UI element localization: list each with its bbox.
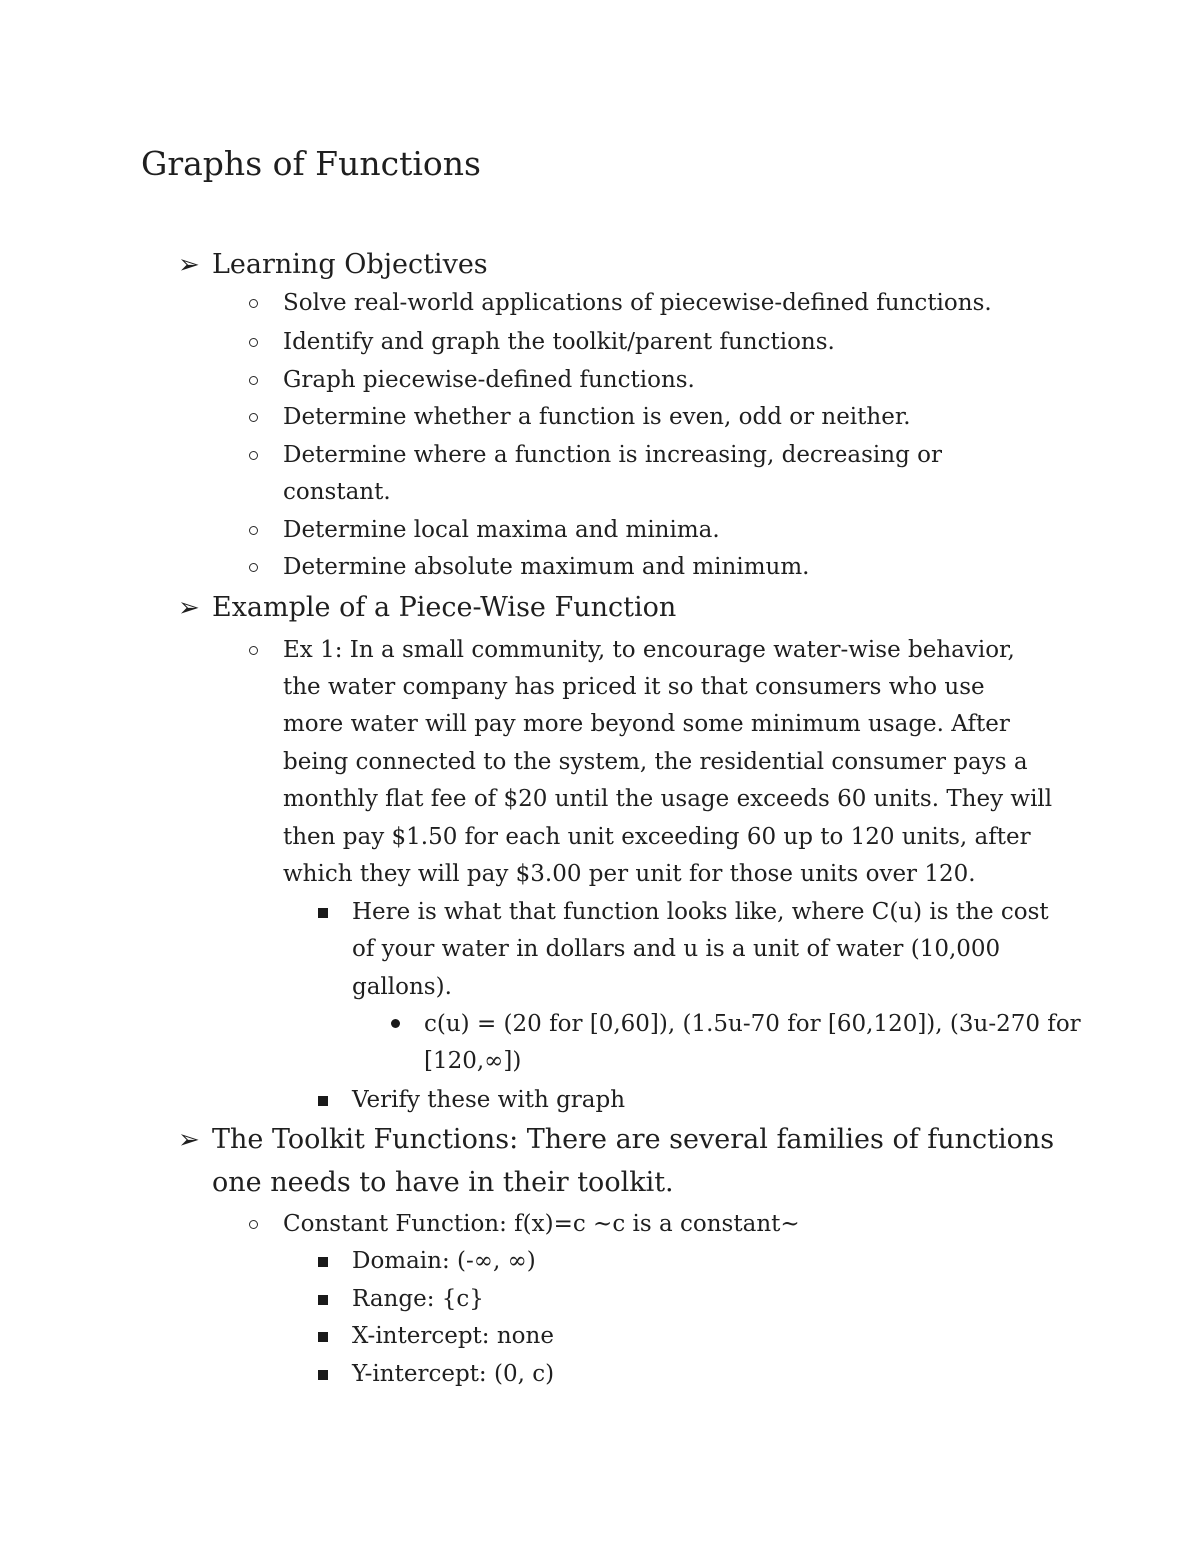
- square-bullet-icon: [318, 908, 328, 918]
- objective-item: Solve real-world applications of piecewise-defined functions.: [283, 290, 992, 316]
- property-range: Range: {c}: [352, 1286, 484, 1312]
- example-text-line: then pay $1.50 for each unit exceeding 60 up to 120 units, after: [283, 824, 1031, 850]
- example-text-line: which they will pay $3.00 per unit for those units over 120.: [283, 861, 976, 887]
- objective-item: Identify and graph the toolkit/parent functions.: [283, 329, 835, 355]
- constant-function-item: Constant Function: f(x)=c ~c is a constant~: [283, 1211, 800, 1237]
- section-heading-toolkit-functions: The Toolkit Functions: There are several families of functions: [212, 1124, 1055, 1155]
- objective-item-continuation: constant.: [283, 479, 391, 505]
- property-y-intercept: Y-intercept: (0, c): [352, 1361, 555, 1387]
- square-bullet-icon: [318, 1257, 328, 1267]
- circle-bullet-icon: [249, 338, 258, 347]
- square-bullet-icon: [318, 1295, 328, 1305]
- circle-bullet-icon: [249, 376, 258, 385]
- example-text-line: more water will pay more beyond some minimum usage. After: [283, 711, 1010, 737]
- arrow-bullet-icon: ➢: [178, 250, 200, 280]
- circle-bullet-icon: [249, 299, 258, 308]
- objective-item: Determine where a function is increasing, decreasing or: [283, 442, 942, 468]
- page-title: Graphs of Functions: [141, 144, 481, 183]
- circle-bullet-icon: [249, 413, 258, 422]
- objective-item: Graph piecewise-defined functions.: [283, 367, 695, 393]
- circle-bullet-icon: [249, 451, 258, 460]
- formula-line: c(u) = (20 for [0,60]), (1.5u-70 for [60,120]), (3u-270 for: [424, 1011, 1081, 1037]
- arrow-bullet-icon: ➢: [178, 593, 200, 623]
- objective-item: Determine local maxima and minima.: [283, 517, 720, 543]
- property-x-intercept: X-intercept: none: [352, 1323, 554, 1349]
- note-text-line: gallons).: [352, 974, 452, 1000]
- arrow-bullet-icon: ➢: [178, 1125, 200, 1155]
- circle-bullet-icon: [249, 563, 258, 572]
- section-heading-toolkit-functions-continuation: one needs to have in their toolkit.: [212, 1167, 674, 1198]
- objective-item: Determine whether a function is even, odd or neither.: [283, 404, 911, 430]
- objective-item: Determine absolute maximum and minimum.: [283, 554, 810, 580]
- circle-bullet-icon: [249, 646, 258, 655]
- example-text-line: the water company has priced it so that consumers who use: [283, 674, 985, 700]
- square-bullet-icon: [318, 1332, 328, 1342]
- section-heading-learning-objectives: Learning Objectives: [212, 249, 488, 280]
- circle-bullet-icon: [249, 526, 258, 535]
- example-text-line: being connected to the system, the residential consumer pays a: [283, 749, 1028, 775]
- example-text-line: Ex 1: In a small community, to encourage water-wise behavior,: [283, 637, 1015, 663]
- formula-line: [120,∞]): [424, 1048, 522, 1074]
- dot-bullet-icon: [391, 1019, 400, 1028]
- square-bullet-icon: [318, 1370, 328, 1380]
- circle-bullet-icon: [249, 1220, 258, 1229]
- note-text-line: Here is what that function looks like, where C(u) is the cost: [352, 899, 1049, 925]
- property-domain: Domain: (-∞, ∞): [352, 1248, 536, 1274]
- verify-note: Verify these with graph: [352, 1087, 626, 1113]
- example-text-line: monthly flat fee of $20 until the usage exceeds 60 units. They will: [283, 786, 1053, 812]
- note-text-line: of your water in dollars and u is a unit of water (10,000: [352, 936, 1001, 962]
- square-bullet-icon: [318, 1096, 328, 1106]
- section-heading-piecewise-example: Example of a Piece-Wise Function: [212, 592, 677, 623]
